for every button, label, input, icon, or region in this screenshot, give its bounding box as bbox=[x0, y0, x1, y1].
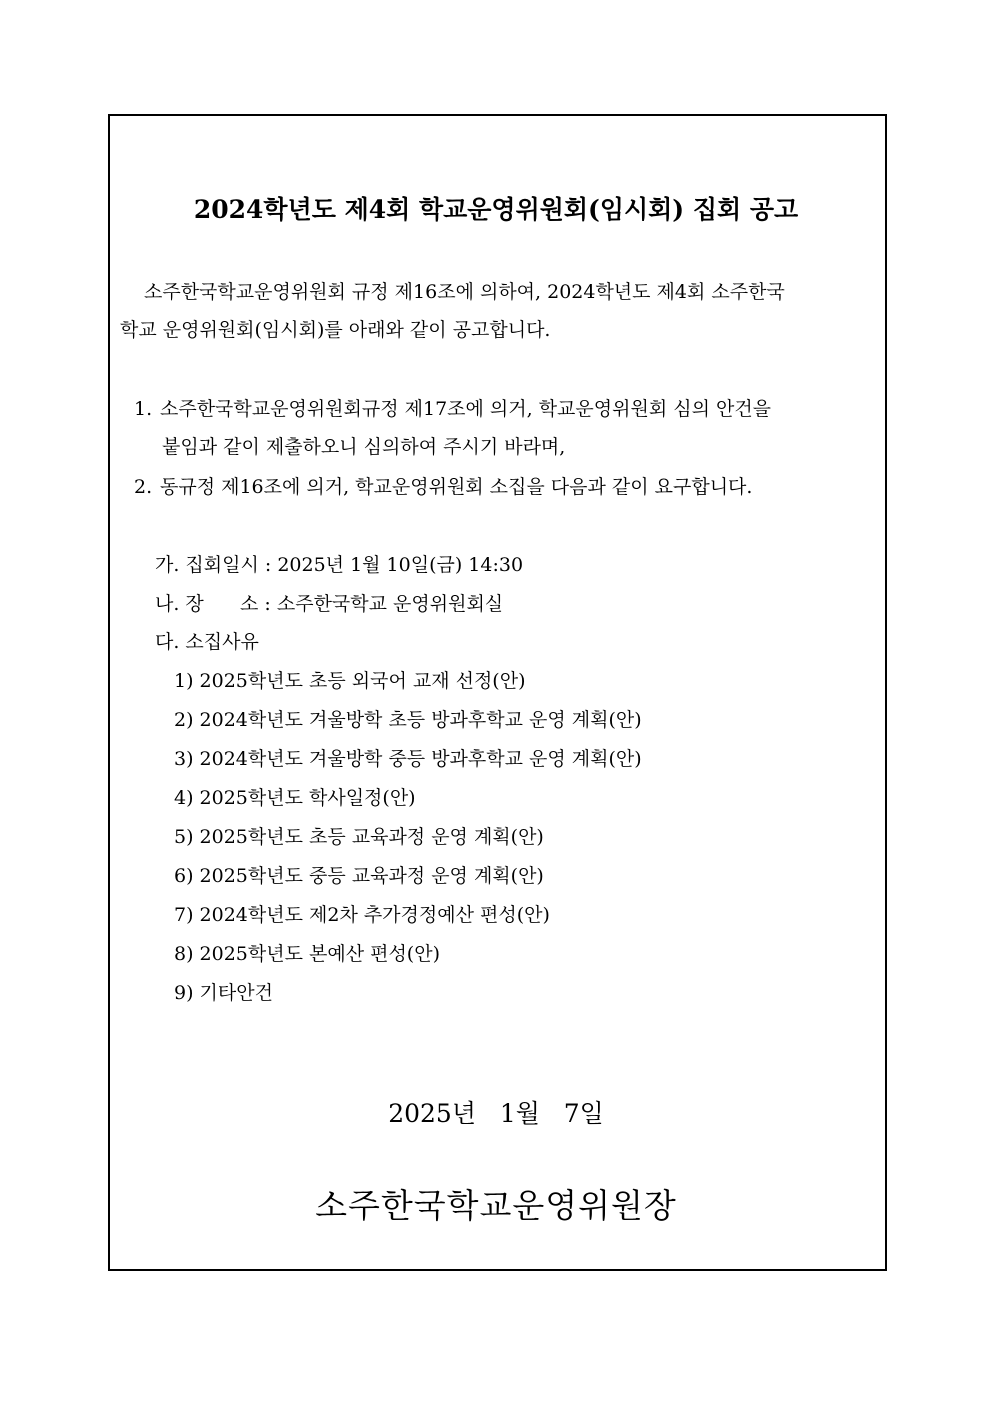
agenda-item: 3) 2024학년도 겨울방학 중등 방과후학교 운영 계획(안) bbox=[174, 748, 642, 770]
agenda-item: 6) 2025학년도 중등 교육과정 운영 계획(안) bbox=[174, 865, 544, 887]
reason-label: 다. 소집사유 bbox=[155, 631, 259, 653]
intro-paragraph bbox=[120, 273, 885, 349]
agenda-item: 4) 2025학년도 학사일정(안) bbox=[174, 787, 416, 809]
item-2 bbox=[134, 468, 886, 506]
item-2-line-1: 동규정 제16조에 의거, 학교운영위원회 소집을 다음과 같이 요구합니다. bbox=[160, 476, 753, 498]
agenda-item: 9) 기타안건 bbox=[174, 982, 273, 1004]
agenda-item: 8) 2025학년도 본예산 편성(안) bbox=[174, 943, 440, 965]
item-1-line-1: 소주한국학교운영위원회규정 제17조에 의거, 학교운영위원회 심의 안건을 bbox=[160, 398, 772, 420]
item-number: 2. bbox=[134, 476, 153, 498]
intro-line-2: 학교 운영위원회(임시회)를 아래와 같이 공고합니다. bbox=[120, 319, 551, 341]
agenda-item: 1) 2025학년도 초등 외국어 교재 선정(안) bbox=[174, 670, 526, 692]
intro-line-1: 소주한국학교운영위원회 규정 제16조에 의하여, 2024학년도 제4회 소주한국 bbox=[144, 281, 785, 303]
item-number: 1. bbox=[134, 398, 153, 420]
meeting-place: 나. 장 소 : 소주한국학교 운영위원회실 bbox=[155, 593, 504, 615]
agenda-item: 5) 2025학년도 초등 교육과정 운영 계획(안) bbox=[174, 826, 544, 848]
notice-title: 2024학년도 제4회 학교운영위원회(임시회) 집회 공고 bbox=[193, 195, 799, 224]
signer-title: 소주한국학교운영위원장 bbox=[315, 1186, 677, 1225]
item-1 bbox=[134, 390, 886, 466]
item-1-line-2: 붙임과 같이 제출하오니 심의하여 주시기 바라며, bbox=[162, 436, 566, 458]
agenda-item: 2) 2024학년도 겨울방학 초등 방과후학교 운영 계획(안) bbox=[174, 709, 642, 731]
notice-date: 2025년 1월 7일 bbox=[388, 1099, 604, 1128]
agenda-item: 7) 2024학년도 제2차 추가경정예산 편성(안) bbox=[174, 904, 550, 926]
meeting-datetime: 가. 집회일시 : 2025년 1월 10일(금) 14:30 bbox=[155, 554, 524, 576]
